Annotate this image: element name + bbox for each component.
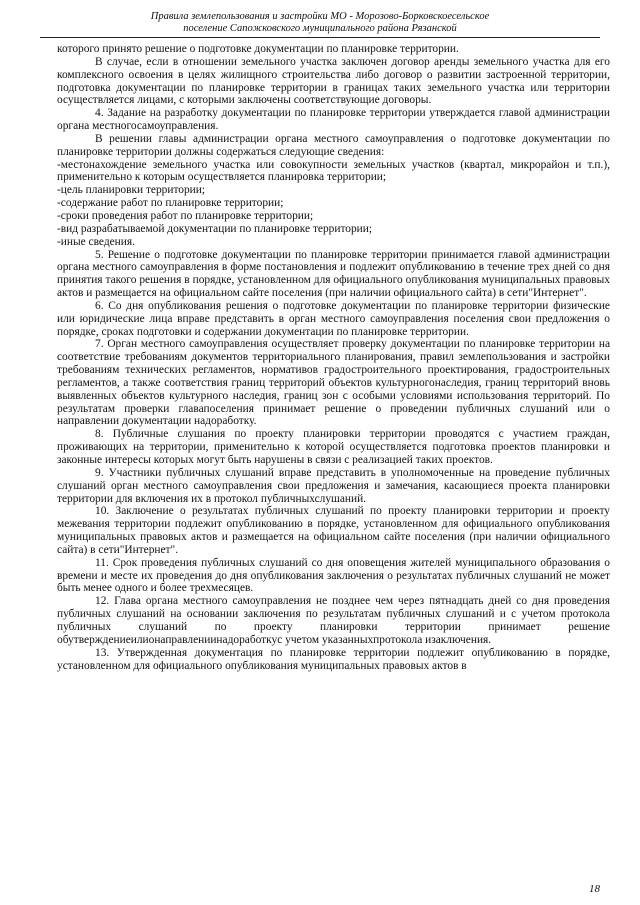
paragraph: 6. Со дня опубликования решения о подготовке документации по планировке территории физические или юридические лица вправе представить в орган местного самоуправления поселения свои предложения о порядке, сроках подготовки и содержании документации по планировке территории. (57, 299, 610, 338)
paragraph: 13. Утвержденная документация по планировке территории подлежит опубликованию в порядке, установленном для официального опубликования муниципальных правовых актов в (57, 646, 610, 672)
paragraph: В случае, если в отношении земельного участка заключен договор аренды земельного участка для его комплексного освоения в целях жилищного строительства либо договор о развитии застроенной территории, подготовка документации по планировке территории в границах таких земельного участка или территории осуществляется лицами, с которыми заключены соответствующие договоры. (57, 55, 610, 107)
paragraph: -содержание работ по планировке территории; (57, 197, 284, 210)
header-line-2: поселение Сапожковского муниципального района Рязанской (183, 23, 457, 34)
paragraph: 7. Орган местного самоуправления осуществляет проверку документации по планировке территории на соответствие требованиям документов территориального планирования, правил землепользования и застройки требованиям технических регламентов, нормативов градостроительного проектирования, градостроительных регламентов, а также соответствия границ территорий объектов культурногонаследия, границ территорий вновь выявленных объектов культурного наследия, границ зон с особыми условиями использования территорий. По результатам проверки главапоселения принимает решение о проведении публичных слушаний или о направлении документации надоработку. (57, 338, 610, 428)
paragraph: 9. Участники публичных слушаний вправе представить в уполномоченные на проведение публичных слушаний орган местного самоуправления свои предложения и замечания, касающиеся проекта планировки территории для включения их в протокол публичныхслушаний. (57, 466, 610, 505)
paragraph: 5. Решение о подготовке документации по планировке территории принимается главой администрации органа местного самоуправления в форме постановления и подлежит опубликованию в течение трех дней со дня принятия такого решения в порядке, установленном для официального опубликования муниципальных правовых актов и размещается на официальном сайте поселения (при наличии официального сайта) в сети"Интернет". (57, 248, 610, 300)
paragraph: 12. Глава органа местного самоуправления не позднее чем через пятнадцать дней со дня проведения публичных слушаний на основании заключения по результатам публичных слушаний и с учетом протокола публичных слушаний по проекту планировки территории принимает решение обутверждениеилионаправлениинадоработкус учетом указанныхпротокола изаключения. (57, 595, 610, 646)
paragraph: -вид разрабатываемой документации по планировке территории; (57, 222, 373, 235)
paragraph: 8. Публичные слушания по проекту планировки территории проводятся с участием граждан, проживающих на территории, применительно к которой осуществляется подготовка проектов планировки и законные интересы которых могут быть нарушены в связи с реализацией таких проектов. (57, 428, 610, 466)
page-number: 18 (589, 883, 600, 895)
paragraph: 10. Заключение о результатах публичных слушаний по проекту планировки территории и проекту межевания территории подлежит опубликованию в порядке, установленном для официального опубликования муниципальных правовых актов и размещается на официальном сайте поселения (при наличии официального сайта) в сети"Интернет". (57, 505, 610, 556)
header-line-1: Правила землепользования и застройки МО - Морозово-Борковскоесельское (150, 11, 490, 22)
paragraph: 11. Срок проведения публичных слушаний со дня оповещения жителей муниципального образования о времени и месте их проведения до дня опубликования заключения о результатах публичных слушаний не может быть менее одного и более трехмесяцев. (57, 556, 610, 595)
document-body (57, 43, 610, 672)
paragraph: которого принято решение о подготовке документации по планировке территории. (57, 43, 459, 55)
running-header (40, 11, 600, 35)
paragraph: -иные сведения. (57, 235, 135, 248)
paragraph: -цель планировки территории; (57, 184, 206, 197)
paragraph: -местонахождение земельного участка или совокупности земельных участков (квартал, микрорайон и т.п.), применительно к которым осуществляется планировка территории; (57, 158, 610, 184)
paragraph: 4. Задание на разработку документации по планировке территории утверждается главой администрации органа местногосамоуправления. (57, 107, 610, 133)
header-rule (40, 37, 600, 38)
paragraph: В решении главы администрации органа местного самоуправления о подготовке документации по планировке территории должны содержаться следующие сведения: (57, 132, 610, 158)
paragraph: -сроки проведения работ по планировке территории; (57, 209, 314, 222)
